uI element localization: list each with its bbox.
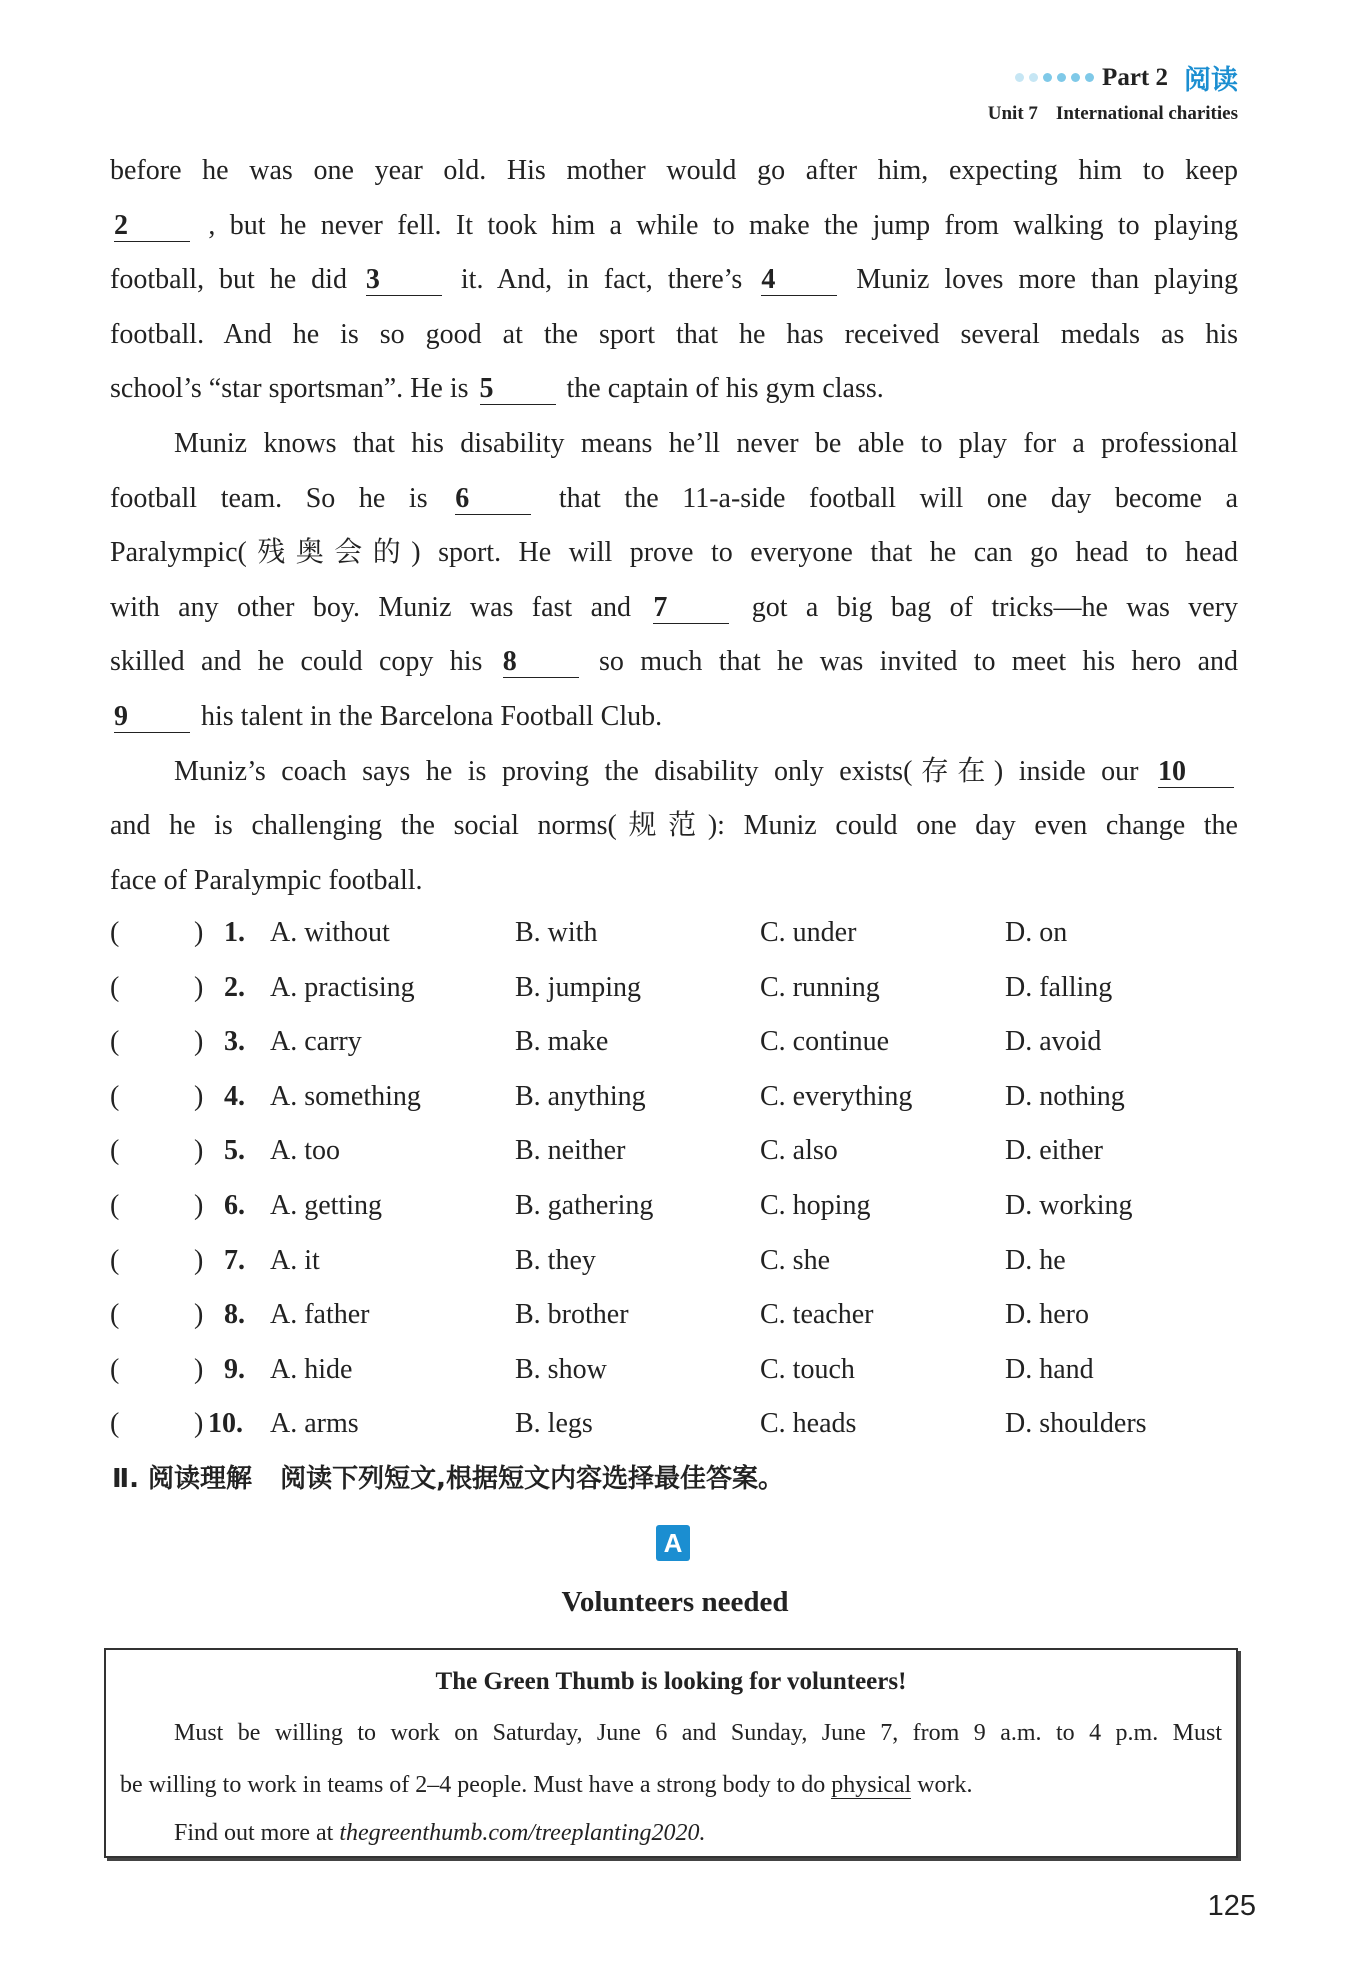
page-number: 125 <box>1207 1890 1256 1922</box>
answer-paren-open: ( <box>110 1353 120 1385</box>
question-number: 10. <box>208 1408 243 1440</box>
answer-paren-close: ) <box>194 1080 204 1112</box>
option-b: B. brother <box>515 1299 629 1331</box>
option-a: A. too <box>270 1135 340 1167</box>
question-number: 2. <box>224 971 245 1003</box>
decorative-dots <box>1015 73 1094 82</box>
question-number: 9. <box>224 1353 245 1385</box>
notice-box <box>104 1648 1238 1858</box>
answer-paren-open: ( <box>110 971 120 1003</box>
blank-7: 7 <box>653 593 729 624</box>
option-c: C. under <box>760 917 857 948</box>
option-c: C. continue <box>760 1026 890 1058</box>
option-b: B. make <box>515 1026 609 1058</box>
question-number: 4. <box>224 1080 245 1112</box>
question-row <box>110 1397 1240 1452</box>
blank-9: 9 <box>114 702 190 733</box>
option-a: A. hide <box>270 1353 353 1385</box>
option-b: B. show <box>515 1353 607 1385</box>
notice-line: Find out more at thegreenthumb.com/treeplanting2020. <box>174 1820 706 1846</box>
answer-paren-close: ) <box>194 1189 204 1221</box>
question-row <box>110 961 1240 1016</box>
question-row <box>110 1179 1240 1234</box>
notice-line: be willing to work in teams of 2–4 people. Must have a strong body to do physical work. <box>120 1772 973 1798</box>
option-d: D. hand <box>1005 1353 1094 1385</box>
passage-line: with any other boy. Muniz was fast and 7 got a big bag of tricks—he was very <box>110 591 1239 623</box>
section-heading <box>112 1458 784 1495</box>
notice-heading: The Green Thumb is looking for volunteers! <box>435 1668 907 1695</box>
answer-paren-open: ( <box>110 1299 120 1331</box>
option-b: B. they <box>515 1244 596 1276</box>
question-row <box>110 1015 1240 1070</box>
blank-10: 10 <box>1158 757 1234 788</box>
question-row <box>110 1343 1240 1398</box>
passage-line: football. And he is so good at the sport that he has received several medals as his <box>110 318 1238 350</box>
answer-paren-open: ( <box>110 1408 120 1440</box>
passage-badge: A <box>656 1525 690 1561</box>
question-number: 6. <box>224 1189 245 1221</box>
blank-4: 4 <box>761 265 837 296</box>
page-header <box>988 58 1238 125</box>
option-d: D. working <box>1005 1189 1133 1221</box>
unit-line <box>988 103 1238 125</box>
option-d: D. he <box>1005 1244 1066 1276</box>
answer-paren-close: ) <box>194 1408 204 1440</box>
passage-line: 9 his talent in the Barcelona Football Club. <box>114 700 663 732</box>
answer-paren-close: ) <box>194 1026 204 1058</box>
passage-title: Volunteers needed <box>561 1586 789 1618</box>
option-a: A. without <box>270 917 390 948</box>
option-d: D. hero <box>1005 1299 1089 1331</box>
question-row <box>110 1234 1240 1289</box>
option-a: A. it <box>270 1244 320 1276</box>
passage-line: before he was one year old. His mother would go after him, expecting him to keep <box>110 155 1238 186</box>
answer-paren-open: ( <box>110 1189 120 1221</box>
question-number: 8. <box>224 1299 245 1331</box>
question-row <box>110 906 1240 961</box>
option-a: A. arms <box>270 1408 359 1440</box>
blank-2: 2 <box>114 211 190 242</box>
option-b: B. jumping <box>515 971 642 1003</box>
passage-line: football, but he did 3 it. And, in fact, there’s 4 Muniz loves more than playing <box>110 264 1239 296</box>
blank-6: 6 <box>455 484 531 515</box>
passage-line: school’s “star sportsman”. He is 5 the captain of his gym class. <box>110 373 884 405</box>
option-c: C. heads <box>760 1408 857 1440</box>
underlined-word: physical <box>831 1772 912 1798</box>
blank-5: 5 <box>480 374 556 405</box>
unit-title: International charities <box>1055 103 1238 124</box>
question-row <box>110 1124 1240 1179</box>
option-b: B. anything <box>515 1080 646 1112</box>
question-number: 1. <box>224 917 245 948</box>
option-c: C. also <box>760 1135 838 1167</box>
passage-line: football team. So he is 6 that the 11-a-side football will one day become a <box>110 482 1239 514</box>
section-label: Ⅱ. 阅读理解 <box>112 1464 253 1494</box>
option-b: B. gathering <box>515 1189 654 1221</box>
part-label: Part 2 <box>1102 63 1168 91</box>
option-b: B. neither <box>515 1135 626 1167</box>
option-a: A. getting <box>270 1189 382 1221</box>
answer-paren-close: ) <box>194 917 204 948</box>
answer-paren-close: ) <box>194 1135 204 1167</box>
option-a: A. something <box>270 1080 421 1112</box>
passage-line: skilled and he could copy his 8 so much that he was invited to meet his hero and <box>110 646 1238 678</box>
option-c: C. running <box>760 971 880 1003</box>
option-b: B. legs <box>515 1408 593 1440</box>
passage-line: 2 , but he never fell. It took him a while to make the jump from walking to playing <box>114 209 1239 241</box>
cloze-passage <box>110 144 1238 908</box>
option-d: D. avoid <box>1005 1026 1102 1058</box>
option-c: C. she <box>760 1244 830 1276</box>
option-c: C. touch <box>760 1353 855 1385</box>
passage-line: Muniz’s coach says he is proving the disability only exists(存在) inside our 10 <box>110 745 1238 800</box>
answer-paren-close: ) <box>194 1353 204 1385</box>
question-row <box>110 1288 1240 1343</box>
option-d: D. either <box>1005 1135 1103 1167</box>
answer-paren-open: ( <box>110 917 120 948</box>
notice-line: Must be willing to work on Saturday, June 6 and Sunday, June 7, from 9 a.m. to 4 p.m. Must <box>174 1720 1222 1746</box>
option-c: C. everything <box>760 1080 913 1112</box>
option-a: A. carry <box>270 1026 362 1058</box>
answer-paren-close: ) <box>194 1244 204 1276</box>
passage-line: Muniz knows that his disability means he’ll never be able to play for a professional <box>174 427 1238 459</box>
passage-line: Paralympic(残奥会的) sport. He will prove to everyone that he can go head to head <box>110 537 1238 569</box>
answer-options <box>110 906 1240 1452</box>
blank-3: 3 <box>366 265 442 296</box>
answer-paren-open: ( <box>110 1026 120 1058</box>
question-number: 3. <box>224 1026 245 1058</box>
passage-line: face of Paralympic football. <box>110 864 423 896</box>
option-d: D. on <box>1005 917 1068 948</box>
answer-paren-close: ) <box>194 1299 204 1331</box>
answer-paren-open: ( <box>110 1135 120 1167</box>
option-a: A. practising <box>270 971 415 1003</box>
option-c: C. hoping <box>760 1189 871 1221</box>
option-d: D. falling <box>1005 971 1113 1003</box>
question-number: 5. <box>224 1135 245 1167</box>
header-part-line <box>988 58 1238 97</box>
answer-paren-open: ( <box>110 1080 120 1112</box>
website-url: thegreenthumb.com/treeplanting2020. <box>339 1820 706 1846</box>
blank-8: 8 <box>503 647 579 678</box>
option-b: B. with <box>515 917 598 948</box>
part-chinese-label: 阅读 <box>1184 65 1238 96</box>
question-number: 7. <box>224 1244 245 1276</box>
option-a: A. father <box>270 1299 370 1331</box>
passage-line: and he is challenging the social norms(规范): Muniz could one day even change the <box>110 810 1238 842</box>
option-c: C. teacher <box>760 1299 874 1331</box>
question-row <box>110 1070 1240 1125</box>
answer-paren-open: ( <box>110 1244 120 1276</box>
section-instruction: 阅读下列短文,根据短文内容选择最佳答案。 <box>280 1464 784 1494</box>
option-d: D. nothing <box>1005 1080 1125 1112</box>
option-d: D. shoulders <box>1005 1408 1147 1440</box>
answer-paren-close: ) <box>194 971 204 1003</box>
unit-label: Unit 7 <box>987 103 1038 124</box>
